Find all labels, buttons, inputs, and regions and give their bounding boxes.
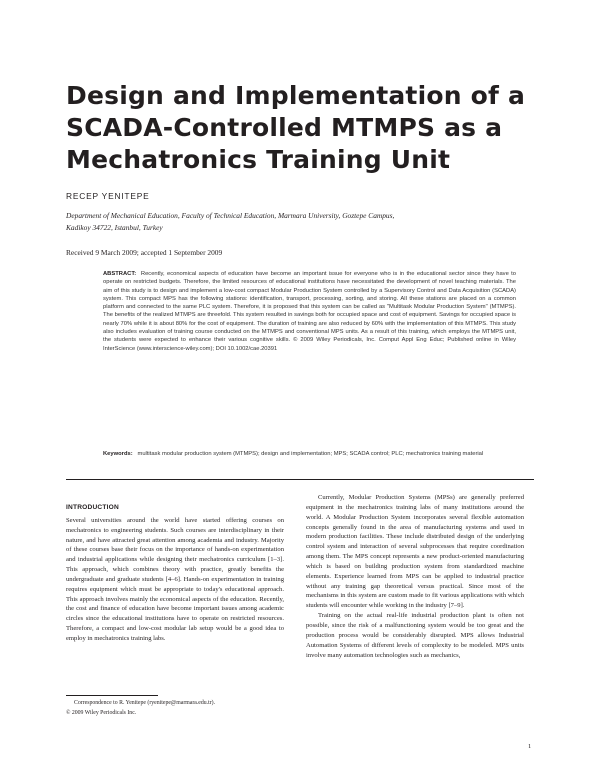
keywords-text: multitask modular production system (MTMPS); design and implementation; MPS; SCADA control; PLC; mechatronics training material xyxy=(137,451,484,457)
left-column xyxy=(66,503,284,644)
received-dates: Received 9 March 2009; accepted 1 September 2009 xyxy=(66,248,223,257)
abstract-text: Recently, economical aspects of education have become an important issue for everyone who is in the educational sector since they have to operate on restricted budgets. Therefore, the limited resources of educational institutions have necessitated the development of novel teaching materials. The aim of this study is to design and implement a low-cost compact Modular Production System controlled by a Supervisory Control and Data Acquisition (SCADA) system. This compact MPS has the following stations: identification, transport, processing, sorting, and storing. All these stations are placed on a common platform and connected to the same PLC system. Therefore, it is proposed that this system can be called as "Multitask Modular Production System" (MTMPS). The benefits of the realized MTMPS are threefold. This system resulted in savings both for occupied space and cost of equipment. Savings for occupied space is nearly 70% while it is about 80% for the cost of equipment. The duration of training are also reduced by 60% with the implementation of this MTMPS. This study also includes evaluation of training course conducted on the MTMPS and conventional MPS units. As a result of this training, which employs the MTMPS unit, the students were expected to enhance their various cognitive skills. © 2009 Wiley Periodicals, Inc. Comput Appl Eng Educ; Published online in Wiley InterScience (www.interscience-wiley.com); DOI 10.1002/cae.20391 xyxy=(103,271,516,352)
title-line: SCADA-Controlled MTMPS as a xyxy=(66,113,503,142)
paper-title xyxy=(66,80,536,176)
keywords-block xyxy=(103,450,516,458)
copyright-note: © 2009 Wiley Periodicals Inc. xyxy=(66,709,137,716)
body-paragraph: Training on the actual real-life industrial production plant is often not possible, since the risk of a malfunctioning system would be too great and the production process would be considerably disrupted. MPS allows Industrial Automation Systems of different levels of complexity to be modeled. MPS units involve many automation technologies such as mechanics, xyxy=(306,612,524,659)
body-paragraph: Currently, Modular Production Systems (MPSs) are generally preferred equipment in the mechatronics training labs of many institutions around the world. A Modular Production System incorporates several flexible automation concepts generally found in the area of manufacturing systems and used in modern production facilities. These include distributed design of the underlying control system and interaction of several subprocesses that require coordination among them. The MPS concept represents a new product-oriented manufacturing which is based on building production system from standardized machine elements. Experience learned from MPS can be applied to industrial practice without any training gap theoretical versus practical. Since most of the mechanisms in this system are custom made to fit various applications with which students will encounter while working in the industry [7–9]. xyxy=(306,494,524,610)
affiliation-line: Kadikoy 34722, Istanbul, Turkey xyxy=(66,223,163,232)
title-line: Design and Implementation of a xyxy=(66,81,526,110)
section-heading: INTRODUCTION xyxy=(66,504,119,511)
author-name: RECEP YENITEPE xyxy=(66,191,150,201)
correspondence-note: Correspondence to R. Yenitepe (ryenitepe@marmara.edu.tr). xyxy=(74,700,216,706)
affiliation-line: Department of Mechanical Education, Faculty of Technical Education, Marmara University, Goztepe Campus, xyxy=(66,211,395,220)
title-line: Mechatronics Training Unit xyxy=(66,145,451,174)
right-column xyxy=(306,493,524,660)
abstract-block xyxy=(103,270,516,353)
keywords-label: Keywords: xyxy=(103,451,133,457)
abstract-label: ABSTRACT: xyxy=(103,271,137,277)
page-number: 1 xyxy=(528,743,532,750)
section-divider xyxy=(66,479,534,480)
footnotes xyxy=(66,699,296,718)
footnote-divider xyxy=(66,695,158,696)
body-paragraph: Several universities around the world have started offering courses on mechatronics to engineering students. Such courses are interdisciplinary in their nature, and have attracted great attention among academia and industry. Majority of these courses base their focus on the importance of hands-on experimentation and industrial applications while designing their mechatronics curriculum [1–3]. This approach, which combines theory with practice, greatly benefits the undergraduate and graduate students [4–6]. Hands-on experimentation in training requires equipment which must be appropriate to today's educational approach. This approach involves mainly the economical aspects of the education. Recently, the cost and finance of education have become important issues among academic circles since the educational institutions have to operate on restricted resources. Therefore, a compact and low-cost modular lab setup would be a good idea to employ in mechatronics training labs. xyxy=(66,516,284,642)
author-affiliation xyxy=(66,210,506,234)
